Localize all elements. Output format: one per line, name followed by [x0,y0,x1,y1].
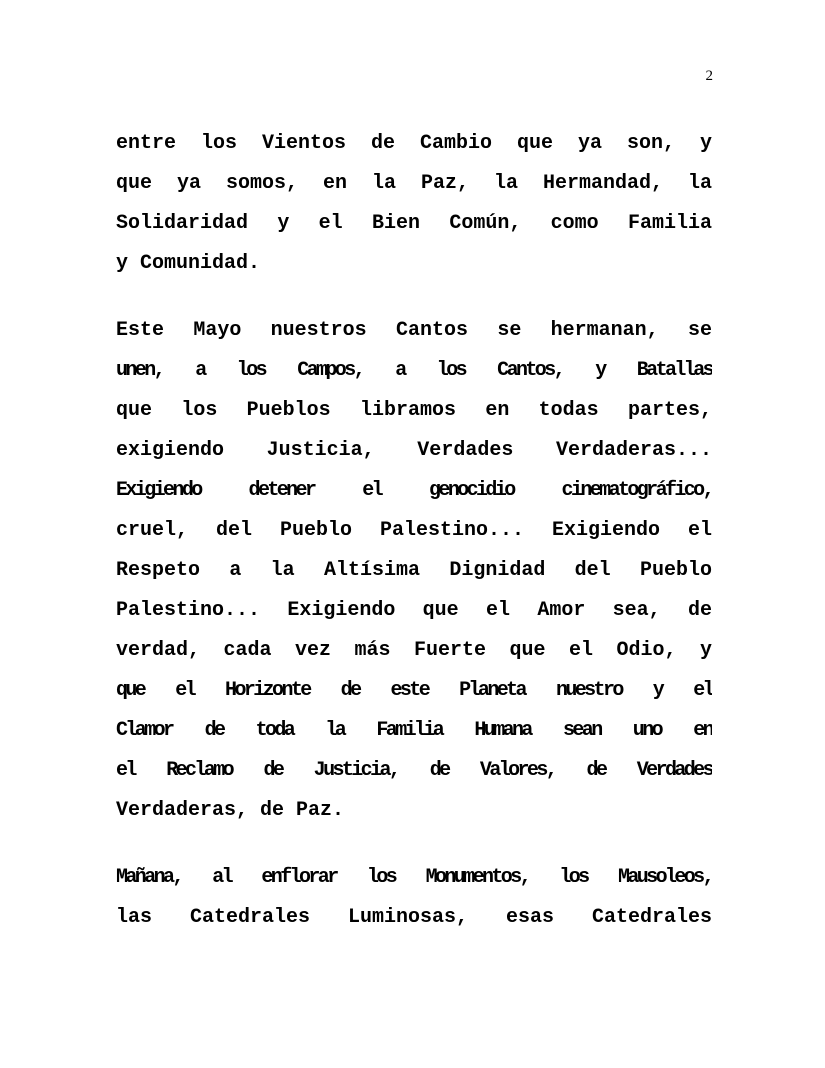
text-line: Verdaderas, de Paz. [116,799,345,822]
text-line: que los Pueblos libramos en todas partes, [116,399,712,422]
paragraph-2 [116,311,712,831]
text-line: entre los Vientos de Cambio que ya son, y [116,132,712,155]
text-line: Palestino... Exigiendo que el Amor sea, de [116,599,712,622]
text-line: cruel, del Pueblo Palestino... Exigiendo el [116,519,712,542]
text-line: que el Horizonte de este Planeta nuestro y el [116,679,712,702]
text-line: Solidaridad y el Bien Común, como Familia [116,212,712,235]
text-line: Mañana, al enflorar los Monumentos, los Mausoleos, [116,866,712,889]
paragraph-1 [116,124,712,284]
text-line: el Reclamo de Justicia, de Valores, de Verdades [116,759,712,782]
text-line: exigiendo Justicia, Verdades Verdaderas... [116,439,712,462]
text-line: Exigiendo detener el genocidio cinematográfico, [116,479,712,502]
text-line: que ya somos, en la Paz, la Hermandad, la [116,172,712,195]
text-line: Este Mayo nuestros Cantos se hermanan, se [116,319,712,342]
text-line: Respeto a la Altísima Dignidad del Pueblo [116,559,712,582]
text-line: unen, a los Campos, a los Cantos, y Batallas [116,359,712,382]
paragraph-3 [116,858,712,938]
text-line: verdad, cada vez más Fuerte que el Odio, y [116,639,712,662]
page-number: 2 [705,68,713,84]
text-line: las Catedrales Luminosas, esas Catedrales [116,906,712,929]
text-line: y Comunidad. [116,252,261,275]
text-line: Clamor de toda la Familia Humana sean uno en [116,719,712,742]
